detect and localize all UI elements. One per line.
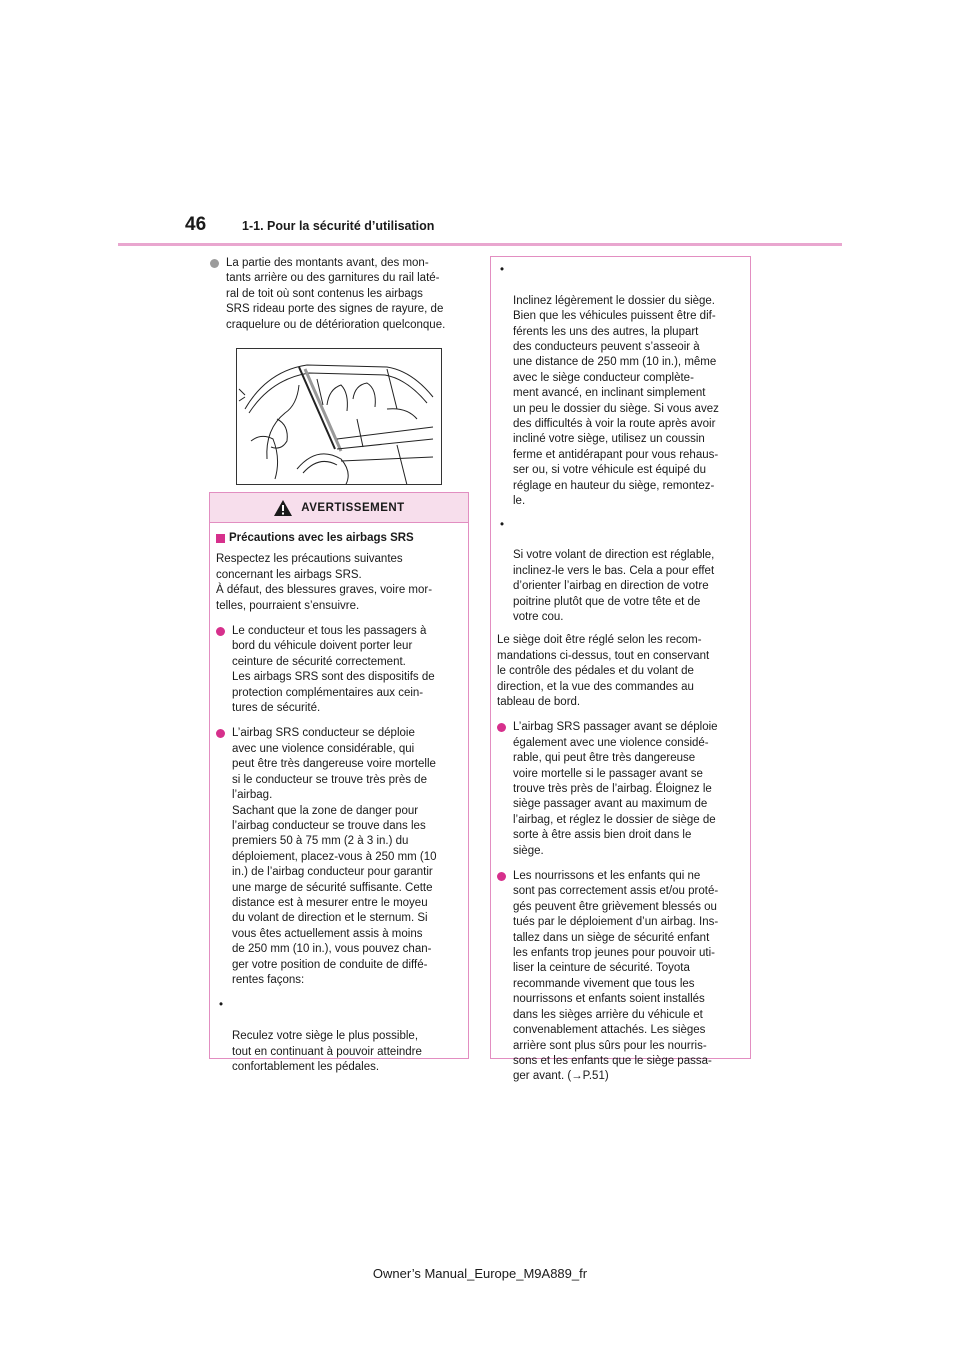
warning-box: [209, 492, 469, 1073]
intro-bullet-text: La partie des montants avant, des mon- tants arrière ou des garnitures du rail laté- ral de toit où sont contenus les airbags SRS rideau porte des signes de rayure, de craquelure ou de détérioration quelconque.: [226, 257, 446, 331]
intro-bullet: [210, 256, 470, 333]
warning-bullet-passenger-airbag-text: L’airbag SRS passager avant se déploie également avec une violence considé- rable, qui peut être très dangereuse voire mortelle si le passager avant se trouve très près de l’airbag. Éloignez le siège passager avant au maximum de l’airbag, et réglez le dossier de siège de sorte à être assis bien droit dans le siège.: [513, 721, 718, 857]
warning-bullet-driver-airbag-text: L’airbag SRS conducteur se déploie avec une violence considérable, qui peut être très dangereuse voire mortelle si le conducteur se trouve très près de l’airbag. Sachant que la zone de danger pour l’airbag conducteur se trouve dans les premiers 50 à 75 mm (2 à 3 in.) du déploiement, placez-vous à 250 mm (10 in.) de l’airbag conducteur pour garantir une marge de sécurité suffisante. Cette distance est à mesurer entre le moyeu du volant de direction et le sternum. Si vous êtes actuellement assis à moins de 250 mm (10 in.), vous pouvez chan- ger votre position de conduite de diffé- rentes façons:: [232, 727, 437, 986]
car-interior-drawing: [237, 349, 442, 485]
warning-header: [210, 493, 468, 523]
square-bullet-icon: [216, 534, 225, 543]
page-number: 46: [185, 214, 207, 235]
pink-bullet-icon: [497, 723, 506, 732]
dash-item-move-seat: [216, 998, 462, 1075]
small-dot-icon: •: [500, 518, 505, 531]
warning-heading: [216, 531, 462, 546]
header-rule: [118, 243, 842, 246]
warning-title: AVERTISSEMENT: [301, 501, 405, 514]
small-dot-icon: •: [500, 264, 505, 276]
small-dot-icon: •: [219, 999, 224, 1012]
footer-manual-name: Owner’s Manual_Europe_M9A889_fr: [372, 1266, 588, 1281]
seat-adjust-paragraph: Le siège doit être réglé selon les recom- mandations ci-dessus, tout en conservant le contrôle des pédales et du volant de direction, et la vue des commandes au tableau de bord.: [497, 634, 710, 708]
warning-bullet-driver-airbag: [216, 726, 462, 988]
dash-item-tilt-wheel-text: Si votre volant de direction est réglable, inclinez-le vers le bas. Cela a pour effet d’orienter l’airbag en direction de votre poitrine plutôt que de votre tête et de votre cou.: [513, 549, 715, 623]
pink-bullet-icon: [216, 729, 225, 738]
warning-body: [210, 523, 468, 1075]
left-column: [210, 256, 470, 343]
section-title: 1-1. Pour la sécurité d’utilisation: [242, 219, 435, 233]
gray-bullet-icon: [210, 259, 219, 268]
warning-triangle-icon: [273, 499, 293, 517]
dash-item-tilt-wheel: [497, 518, 744, 626]
warning-bullet-children-text: Les nourrissons et les enfants qui ne sont pas correctement assis et/ou proté- gés peuvent être grièvement blessés ou tués par le déploiement d’un airbag. Ins- tallez dans un siège de sécurité enfant les enfants trop jeunes pour pouvoir uti- liser la ceinture de sécurité. Toyota recommande vivement que tous les nourrissons et enfants soient installés dans les sièges arrière du véhicule et convenablement attachés. Les sièges arrière sont plus sûrs pour les nourris- sons et les enfants que le siège passa- ger avant. (→P.51): [513, 870, 719, 1083]
warning-bullet-seatbelt-text: Le conducteur et tous les passagers à bord du véhicule doivent porter leur ceinture de sécurité correctement. Les airbags SRS sont des dispositifs de protection complémentaires aux cein- tures de sécurité.: [232, 625, 435, 715]
warning-bullet-seatbelt: [216, 624, 462, 716]
pink-bullet-icon: [216, 627, 225, 636]
warning-heading-text: Précautions avec les airbags SRS: [229, 532, 414, 544]
warning-bullet-passenger-airbag: [497, 720, 744, 859]
dash-item-recline-seat-text: Inclinez légèrement le dossier du siège. Bien que les véhicules puissent être dif- férents les uns des autres, la plupart des conducteurs peuvent s’asseoir à une distance de 250 mm (10 in.), même avec le siège conducteur complète- ment avancé, en inclinant simplement un peu le dossier du siège. Si vous avez des difficultés à voir la route après avoir incliné votre siège, utilisez un coussin ferme et antidérapant pour vous rehaus- ser ou, si votre véhicule est équipé du réglage en hauteur du siège, remontez- le.: [513, 294, 719, 508]
warning-bullet-children: [497, 869, 744, 1085]
pink-bullet-icon: [497, 872, 506, 881]
dash-item-move-seat-text: Reculez votre siège le plus possible, tout en continuant à pouvoir atteindre confortablement les pédales.: [232, 1030, 422, 1073]
warning-box-continued: [490, 256, 751, 1083]
warning-intro: Respectez les précautions suivantes concernant les airbags SRS. À défaut, des blessures graves, voire mor- telles, pourraient s’ensuivre.: [216, 553, 433, 612]
curtain-airbag-illustration: [236, 348, 442, 485]
dash-item-recline-seat: [497, 263, 744, 510]
